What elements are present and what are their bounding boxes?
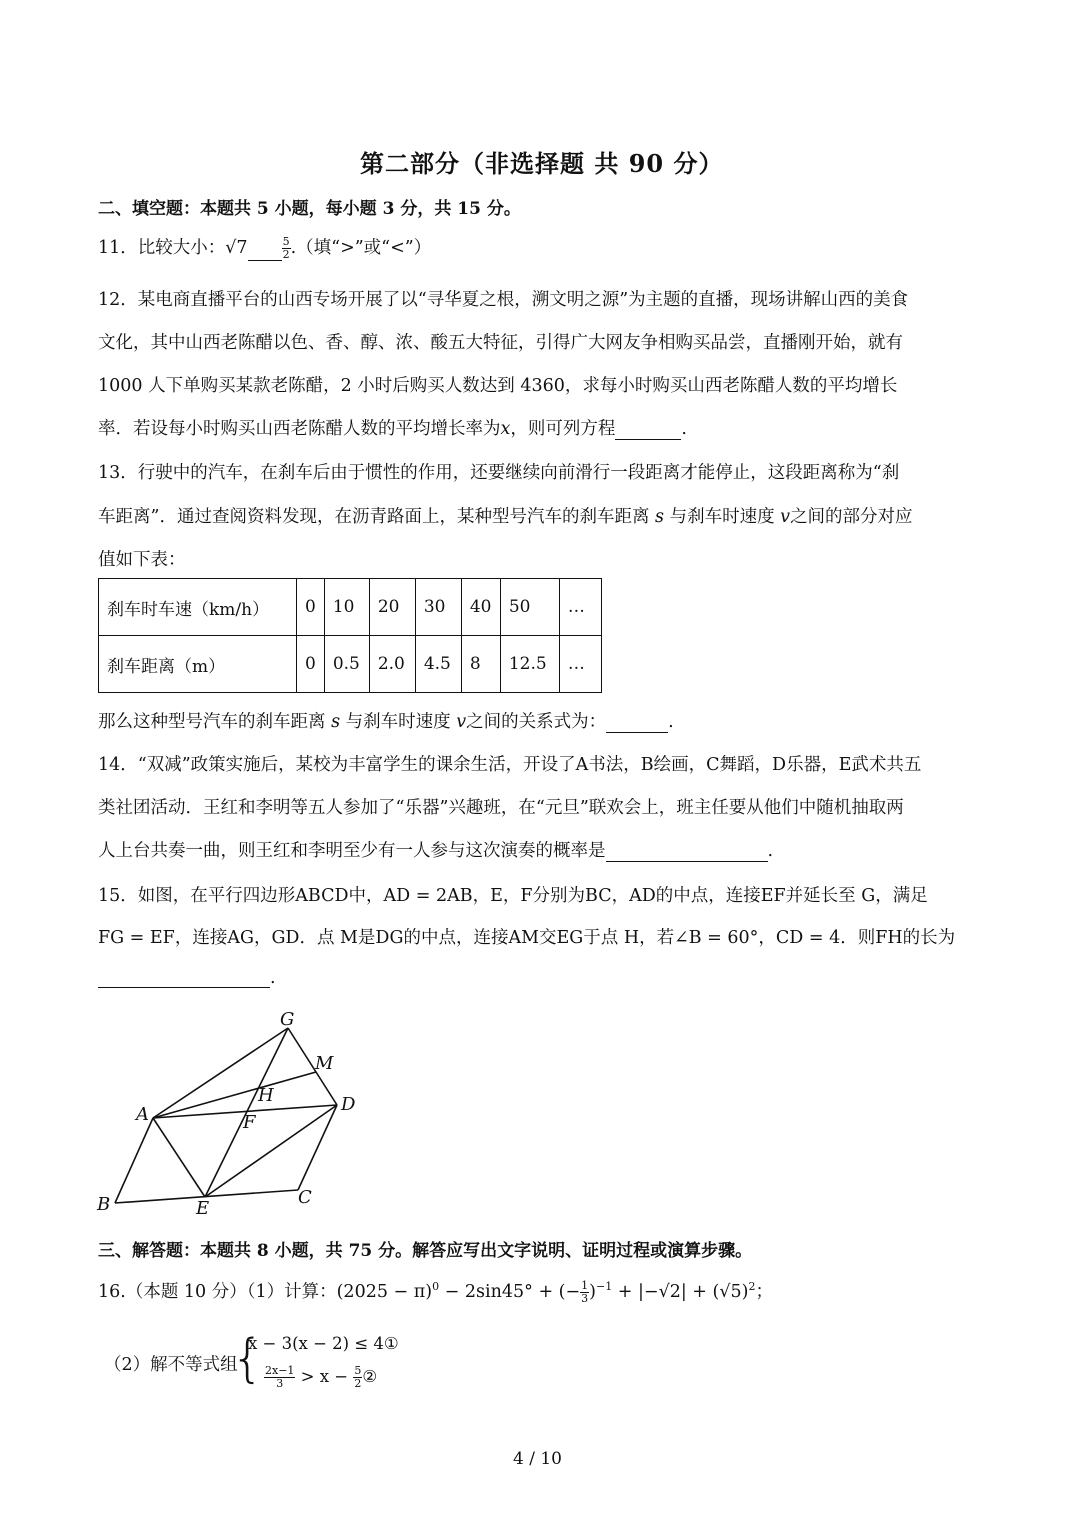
table-row (99, 636, 602, 693)
q13-after-s: s (331, 712, 341, 732)
q16-text-b: − 2sin45° + (− (439, 1282, 581, 1302)
q12-text-b: ，则可列方程 (510, 419, 616, 439)
page-title: 第二部分（非选择题 共 90 分） (360, 149, 724, 178)
table-cell: … (559, 579, 601, 636)
ineq2-frac2-den: 2 (354, 1377, 362, 1390)
q11-fraction (282, 236, 291, 261)
table-cell: 30 (415, 579, 461, 636)
q13-line-1: 13．行驶中的汽车，在刹车后由于惯性的作用，还要继续向前滑行一段距离才能停止，这段距离称为“刹 (98, 463, 900, 483)
ineq2-end: ② (362, 1367, 378, 1386)
q15-end: . (270, 968, 276, 988)
q13-after-b: 与刹车时速度 (345, 712, 451, 732)
q12-line-3: 1000 人下单购买某款老陈醋，2 小时后购买人数达到 4360，求每小时购买山西老陈醋人数的平均增长 (98, 376, 898, 396)
segment-AM (153, 1072, 316, 1118)
q12-text-a: 率．若设每小时购买山西老陈醋人数的平均增长率为 (98, 419, 501, 439)
q13-text-c: 之间的部分对应 (790, 507, 913, 527)
q13-line-2 (98, 503, 913, 528)
table-header-cell: 刹车时车速（km/h） (99, 579, 297, 636)
q12-end: . (681, 419, 687, 439)
q15-line-1: 15．如图，在平行四边形ABCD中，AD = 2AB，E，F分别为BC，AD的中点，连接EF并延长至 G，满足 (98, 886, 928, 906)
label-G: G (280, 1009, 295, 1030)
inequality-2 (264, 1365, 377, 1390)
q16-part-2-label: （2）解不等式组 (104, 1355, 238, 1375)
q16-exp-0: 0 (432, 1280, 440, 1294)
q16-text-a: 16.（本题 10 分）（1）计算：(2025 − π) (98, 1282, 433, 1302)
q13-after-a: 那么这种型号汽车的刹车距离 (98, 712, 326, 732)
q15-line-2: FG = EF，连接AG，GD．点 M是DG的中点，连接AM交EG于点 H，若∠B = 60°，CD = 4．则FH的长为 (98, 928, 956, 948)
segment-ED (205, 1105, 337, 1197)
brace-icon: { (231, 1329, 265, 1389)
q14-end: . (767, 841, 774, 861)
table-cell: 50 (500, 579, 559, 636)
inequality-1: x − 3(x − 2) ≤ 4① (248, 1334, 399, 1353)
section-2-heading: 二、填空题：本题共 5 小题，每小题 3 分，共 15 分。 (98, 199, 521, 219)
q16-text-e: ； (755, 1282, 773, 1302)
label-E: E (196, 1198, 210, 1219)
q13-after-table (98, 708, 674, 733)
label-M: M (315, 1053, 334, 1074)
table-cell: 20 (369, 579, 415, 636)
table-cell: 0 (297, 579, 325, 636)
q13-var-v: v (780, 507, 791, 527)
label-D: D (341, 1094, 356, 1115)
parallelogram-figure (90, 1005, 370, 1220)
q16-exp-1: −1 (596, 1280, 613, 1294)
table-row (99, 579, 602, 636)
q16-part-1 (98, 1278, 773, 1305)
table-cell: 0 (297, 636, 325, 693)
table-cell: … (559, 636, 601, 693)
q11-frac-den: 2 (282, 248, 290, 261)
q14-text: 人上台共奏一曲，则王红和李明至少有一人参与这次演奏的概率是 (98, 841, 606, 861)
q13-line-3: 值如下表： (98, 550, 186, 570)
ineq2-frac-num: 2x−1 (265, 1364, 295, 1377)
table-cell: 40 (461, 579, 500, 636)
table-cell: 4.5 (415, 636, 461, 693)
q13-answer-blank[interactable] (606, 714, 668, 733)
segment-AE (153, 1118, 205, 1197)
q14-line-1: 14．“双减”政策实施后，某校为丰富学生的课余生活，开设了A书法，B绘画，C舞蹈，D乐器，E武术共五 (98, 755, 922, 775)
label-H: H (258, 1085, 274, 1106)
q16-exp-2: 2 (748, 1280, 756, 1294)
q14-line-3 (98, 837, 773, 862)
ineq2-frac-den: 3 (276, 1377, 284, 1390)
q12-var-x: x (500, 419, 511, 439)
speed-distance-table (98, 578, 602, 693)
q15-answer-blank[interactable] (98, 969, 270, 988)
q13-text-a: 车距离”．通过查阅资料发现，在沥青路面上，某种型号汽车的刹车距离 (98, 507, 650, 527)
q11-suffix: .（填“>”或“<”） (290, 238, 432, 258)
q12-answer-blank[interactable] (615, 421, 681, 440)
q13-text-b: 与刹车时速度 (669, 507, 775, 527)
q11-answer-blank[interactable] (248, 242, 282, 261)
ineq2-fraction-2 (353, 1365, 362, 1390)
q11-prefix: 11．比较大小：√7 (98, 238, 248, 258)
q16-frac-den: 3 (581, 1292, 589, 1305)
segment-AB (115, 1118, 153, 1203)
table-cell: 2.0 (369, 636, 415, 693)
q13-var-s: s (655, 507, 665, 527)
label-A: A (136, 1104, 149, 1125)
q11-frac-num: 5 (282, 235, 290, 248)
table-cell: 8 (461, 636, 500, 693)
ineq2-mid: > x − (295, 1367, 354, 1386)
q15-line-3 (98, 968, 276, 988)
q12-line-1: 12．某电商直播平台的山西专场开展了以“寻华夏之根，溯文明之源”为主题的直播，现场讲解山西的美食 (98, 290, 909, 310)
q14-answer-blank[interactable] (606, 843, 768, 862)
q12-line-4 (98, 415, 687, 440)
table-cell: 10 (324, 579, 369, 636)
question-11 (98, 234, 431, 261)
table-header-cell: 刹车距离（m） (99, 636, 297, 693)
q16-fraction (580, 1280, 589, 1305)
label-C: C (298, 1187, 312, 1208)
q13-after-c: 之间的关系式为： (466, 712, 607, 732)
ineq2-fraction (264, 1365, 295, 1390)
table-cell: 12.5 (500, 636, 559, 693)
section-3-heading: 三、解答题：本题共 8 小题，共 75 分。解答应写出文字说明、证明过程或演算步骤。 (98, 1241, 753, 1261)
q13-after-end: . (668, 712, 674, 732)
page-number: 4 / 10 (513, 1449, 562, 1469)
q14-line-2: 类社团活动．王红和李明等五人参加了“乐器”兴趣班，在“元旦”联欢会上，班主任要从他们中随机抽取两 (98, 798, 904, 818)
table-cell: 0.5 (324, 636, 369, 693)
q16-text-d: + |−√2| + (√5) (612, 1282, 749, 1302)
q16-frac-num: 1 (581, 1279, 589, 1292)
label-B: B (97, 1194, 111, 1215)
q13-after-v: v (456, 712, 467, 732)
q16-text-c: ) (589, 1282, 596, 1302)
label-F: F (243, 1112, 256, 1133)
q12-line-2: 文化，其中山西老陈醋以色、香、醇、浓、酸五大特征，引得广大网友争相购买品尝，直播刚开始，就有 (98, 333, 903, 353)
ineq2-frac2-num: 5 (354, 1364, 362, 1377)
